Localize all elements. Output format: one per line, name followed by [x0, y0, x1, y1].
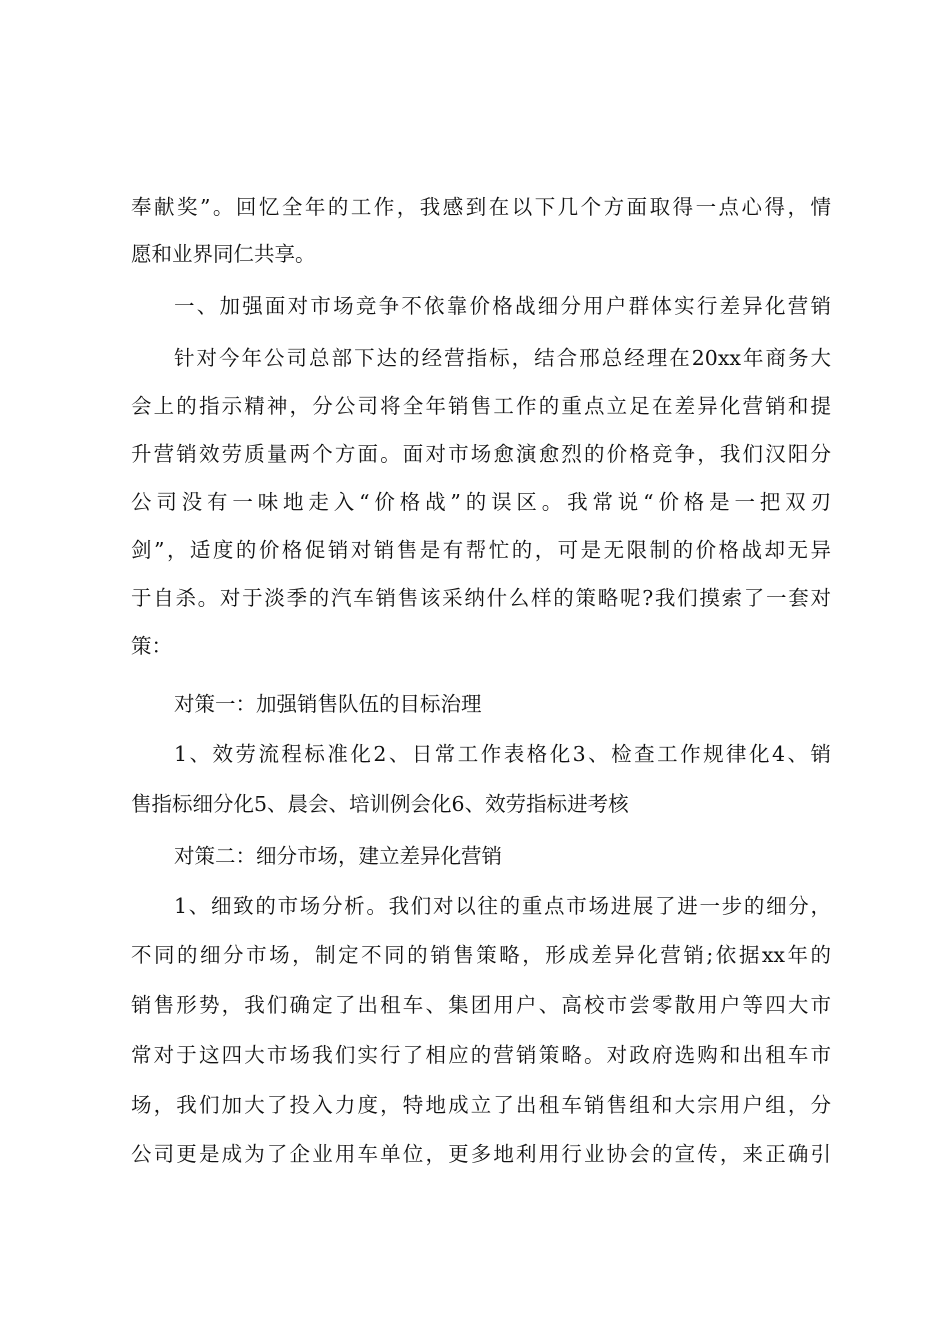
strategy-two-heading: 对策二：细分市场，建立差异化营销	[174, 844, 502, 868]
body-line-7: 公司没有一味地走入“价格战”的误区。我常说“价格是一把双刃	[131, 490, 831, 514]
body-line-17: 销售形势，我们确定了出租车、集团用户、高校市尝零散用户等四大市	[131, 993, 831, 1017]
body-line-12: 1、效劳流程标准化2、日常工作表格化3、检查工作规律化4、销	[174, 742, 831, 766]
body-line-1: 奉献奖”。回忆全年的工作，我感到在以下几个方面取得一点心得，情	[131, 195, 831, 219]
body-line-8: 剑”，适度的价格促销对销售是有帮忙的，可是无限制的价格战却无异	[131, 538, 831, 562]
body-line-19: 场，我们加大了投入力度，特地成立了出租车销售组和大宗用户组，分	[131, 1093, 831, 1117]
body-line-18: 常对于这四大市场我们实行了相应的营销策略。对政府选购和出租车市	[131, 1043, 831, 1067]
body-line-13: 售指标细分化5、晨会、培训例会化6、效劳指标进考核	[131, 792, 629, 816]
body-line-4: 针对今年公司总部下达的经营指标，结合邢总经理在20xx年商务大	[174, 346, 831, 370]
body-line-10: 策：	[131, 634, 172, 658]
section-heading: 一、加强面对市场竞争不依靠价格战细分用户群体实行差异化营销	[174, 294, 831, 318]
body-line-16: 不同的细分市场，制定不同的销售策略，形成差异化营销;依据xx年的	[131, 943, 831, 967]
body-line-5: 会上的指示精神，分公司将全年销售工作的重点立足在差异化营销和提	[131, 394, 831, 418]
body-line-15: 1、细致的市场分析。我们对以往的重点市场进展了进一步的细分，	[174, 894, 831, 918]
body-line-20: 公司更是成为了企业用车单位，更多地利用行业协会的宣传，来正确引	[131, 1142, 831, 1166]
strategy-one-heading: 对策一：加强销售队伍的目标治理	[174, 692, 482, 716]
body-line-2: 愿和业界同仁共享。	[131, 242, 316, 266]
body-line-6: 升营销效劳质量两个方面。面对市场愈演愈烈的价格竞争，我们汉阳分	[131, 442, 831, 466]
body-line-9: 于自杀。对于淡季的汽车销售该采纳什么样的策略呢?我们摸索了一套对	[131, 586, 831, 610]
